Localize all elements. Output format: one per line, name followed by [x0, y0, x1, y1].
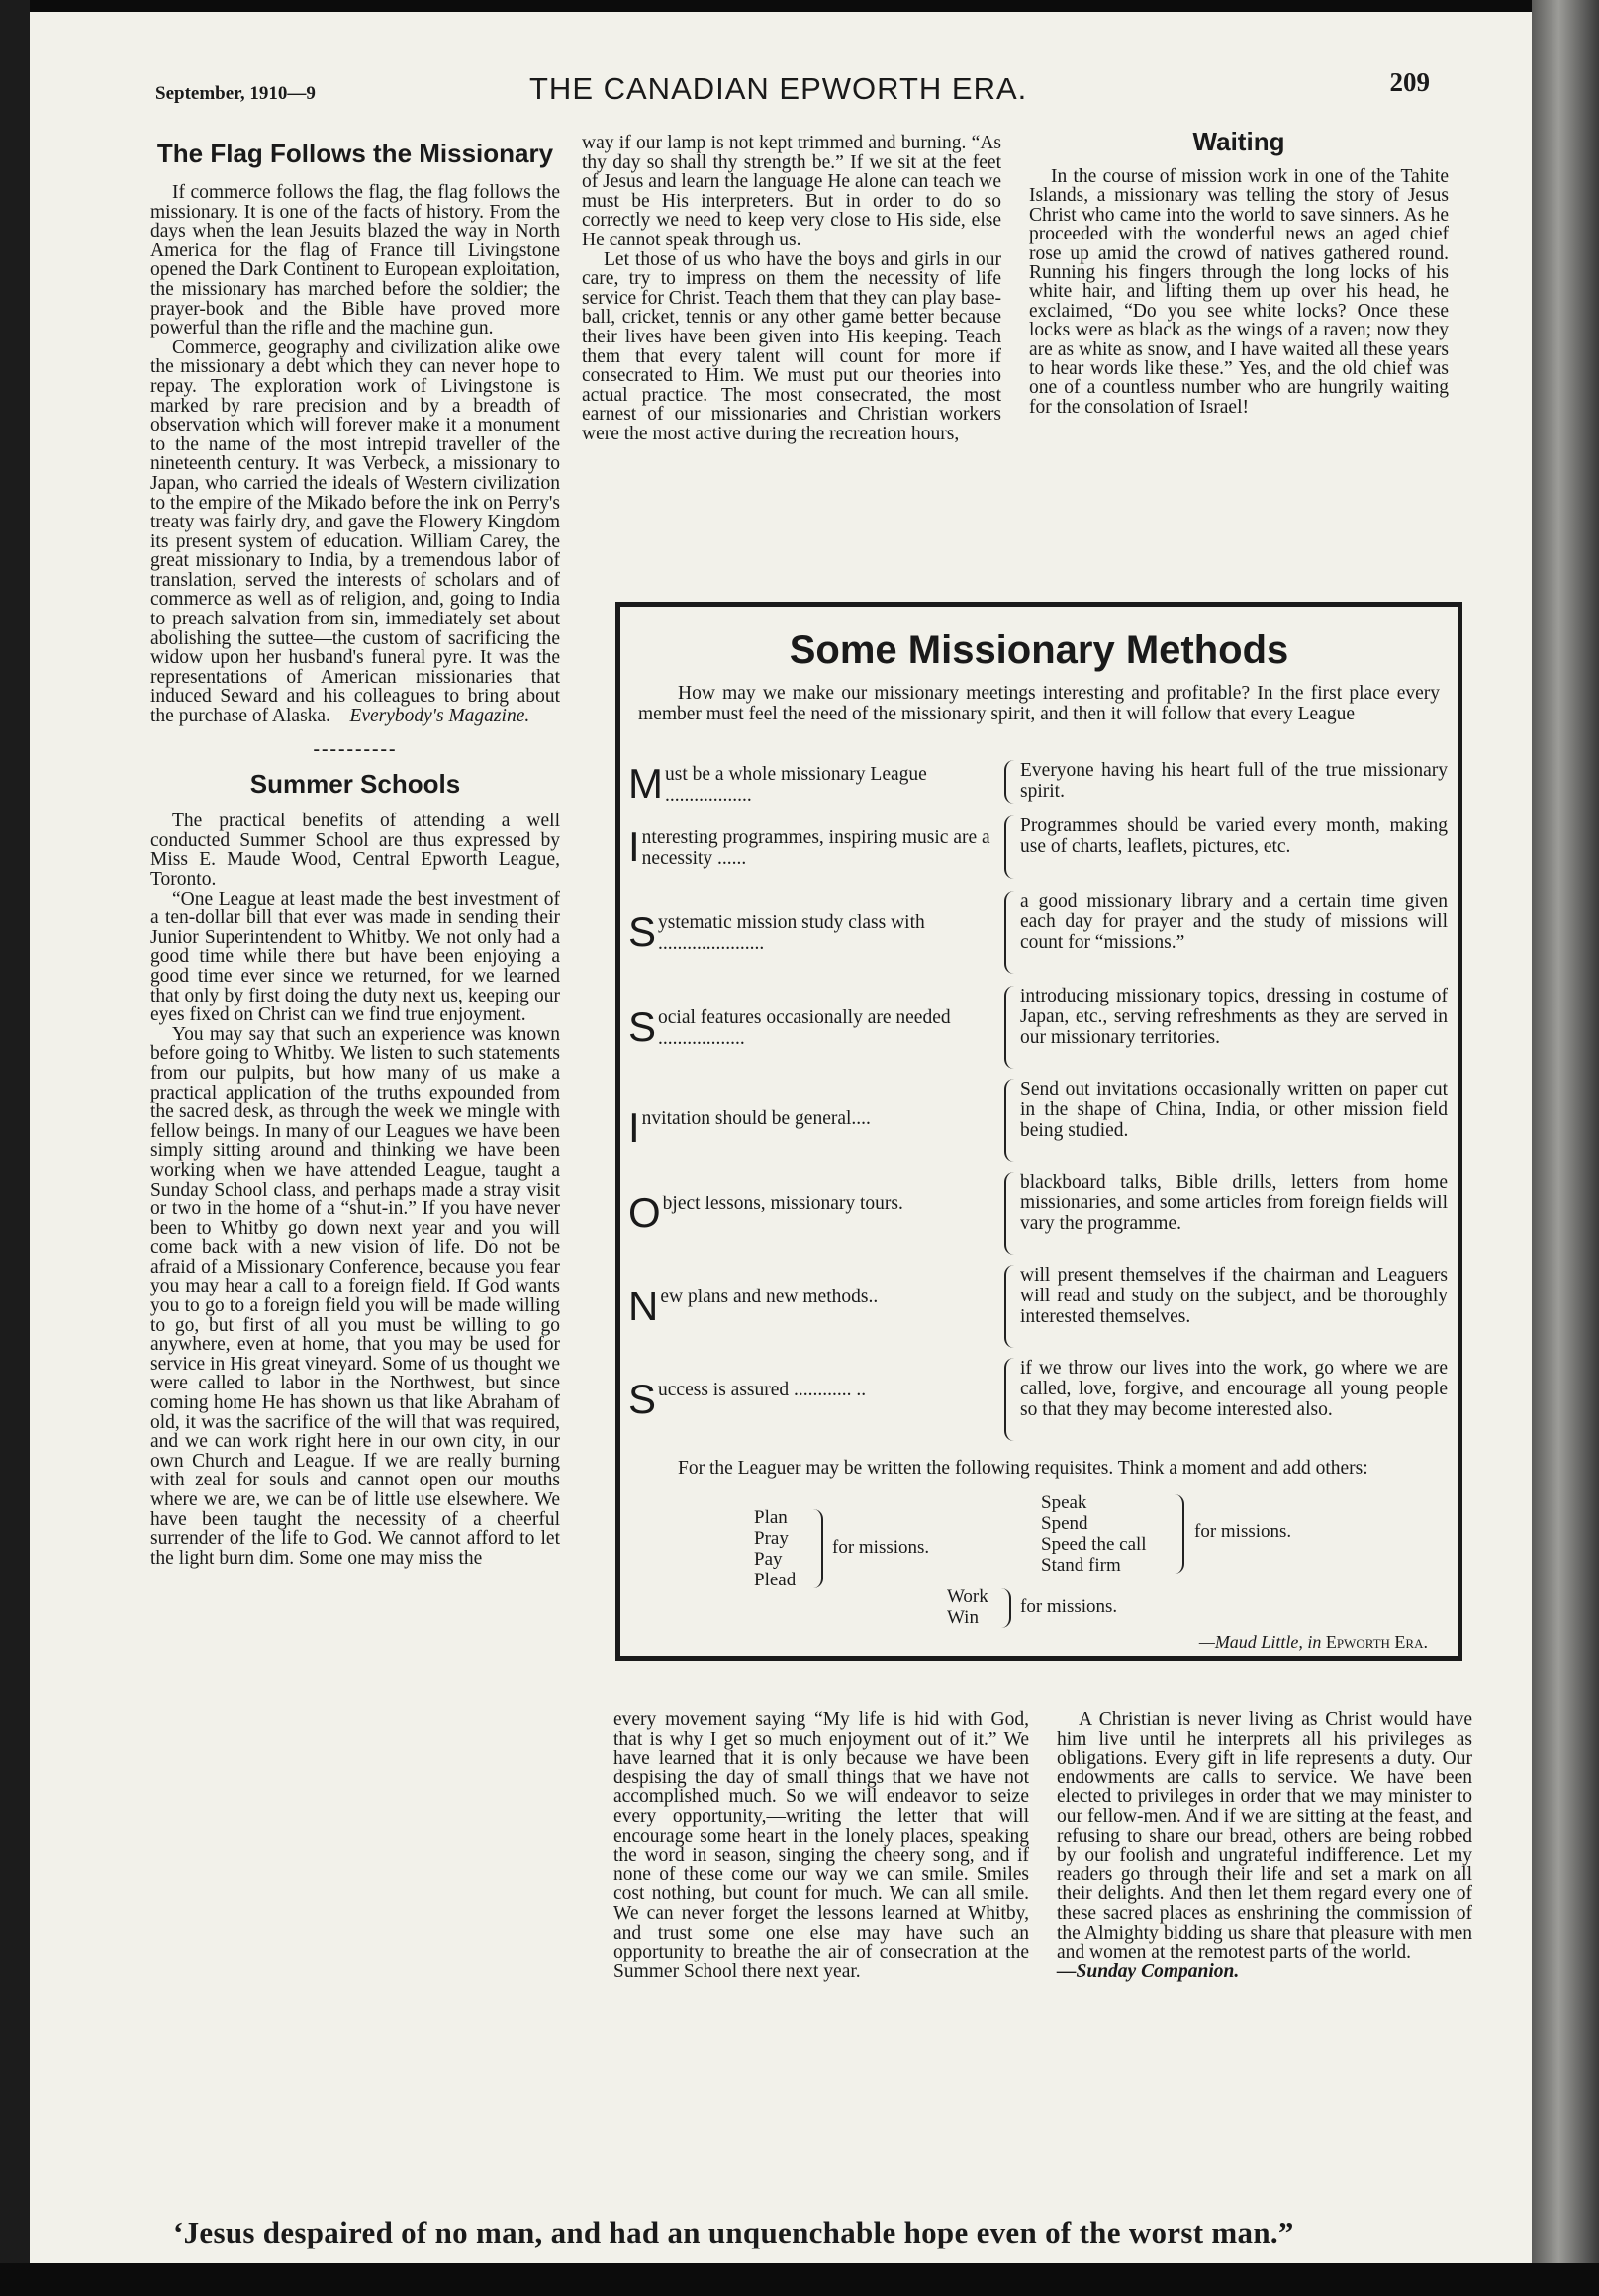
row-initial: M: [628, 760, 663, 807]
christian-paragraph-1: A Christian is never living as Christ would have him live until he interprets all his privileges as obligations. Every gift in life represents a duty. Our endowments are calls to service. We have been elected to privileges in order that we may minister to our fellow-men. And if we are sitting at the feast, and refusing to share our bread, others are being robbed by our foolish and ungrateful indifference. Let my readers go through their life and set a mark on all their delights. And then let them regard every one of these sacred places as enshrining the commission of the Almighty bidding us share that pleasure with men and women at the remotest parts of the world. —Sunday Companion.: [1057, 1709, 1472, 1982]
brace: [1175, 1494, 1184, 1574]
row-left-text: ew plans and new methods..: [660, 1287, 879, 1307]
for-missions-label: for missions.: [1020, 1596, 1118, 1617]
summer-cont-paragraph-1: way if our lamp is not kept trimmed and burning. “As thy day so shall thy strength be.” If we sit at the feet of Jesus and learn the language He alone can teach we must be His interpreters. But in order to do so correctly we need to keep very close to His side, else He cannot speak through us.: [582, 133, 1001, 250]
methods-credit: —Maud Little, in Epworth Era.: [1198, 1632, 1428, 1652]
column-middle-bottom: [613, 1710, 1029, 1981]
requisite-word: Speed the call: [1041, 1534, 1147, 1555]
issue-date: September, 1910—9: [155, 83, 316, 104]
requisite-word: Spend: [1041, 1513, 1088, 1534]
row-initial: I: [628, 823, 640, 870]
row-initial: S: [628, 1376, 657, 1422]
brace: [813, 1509, 823, 1588]
column-right-top: [1029, 127, 1449, 417]
requisite-word: Plan: [754, 1507, 788, 1528]
row-right-text: will present themselves if the chairman and Leaguers will read and study on the subject, and be thoroughly interested themselves.: [1020, 1265, 1448, 1327]
row-left-text: ust be a whole missionary League ..................: [665, 764, 927, 806]
section-divider: ----------: [313, 738, 398, 760]
publication-title: THE CANADIAN EPWORTH ERA.: [529, 71, 1028, 106]
summer-cont-paragraph-2: Let those of us who have the boys and girls in our care, try to impress on them the necessity of life service for Christ. Teach them that they can play base-ball, cricket, tennis or any other game better because their lives have been given into His keeping. Teach them that every talent will count for more if consecrated to Him. We must put our theories into actual practice. The most consecrated, the most earnest of our missionaries and Christian workers were the most active during the recreation hours,: [582, 248, 1001, 444]
requisite-word: Win: [947, 1607, 979, 1628]
waiting-paragraph-1: In the course of mission work in one of the Tahite Islands, a missionary was telling the story of Jesus Christ who came into the world to save sinners. As he proceeded with the wonderful news an aged chief rose up amid the crowd of natives gathered round. Running his fingers through the long locks of his white hair, and lifting them up over his head, he exclaimed, “Do you see white locks? Once these locks were as black as the wings of a raven; now they are as white as snow, and I have waited all these years to hear words like these.” Yes, and the old chief was one of a countless number who are hungrily waiting for the consolation of Israel!: [1029, 166, 1449, 418]
row-initial: N: [628, 1283, 659, 1329]
flag-source: Everybody's Magazine.: [349, 706, 530, 727]
christian-source: —Sunday Companion.: [1057, 1961, 1240, 1982]
brace: [1004, 760, 1018, 804]
brace: [1004, 1079, 1018, 1162]
row-initial: I: [628, 1104, 640, 1151]
for-missions-label: for missions.: [832, 1537, 930, 1558]
scan-bottom-border: [0, 2263, 1599, 2296]
brace: [1004, 815, 1018, 879]
row-initial: S: [628, 1004, 657, 1050]
flag-paragraph-1: If commerce follows the flag, the flag follows the missionary. It is one of the facts of history. From the days when the lean Jesuits blazed the way in North America for the flag of France till Livingstone opened the Dark Continent to European exploitation, the missionary has marched before the soldier; the prayer-book and the Bible have proved more powerful than the rifle and the machine gun.: [150, 182, 560, 339]
summer-paragraph-2: “One League at least made the best investment of a ten-dollar bill that ever was made in sending their Junior Superintendent to Whitby. We not only had a good time while there but have been enjoying a good time ever since we returned, for we learned that only by first doing the duty next us, keeping our eyes fixed on Christ can we find true enjoyment.: [150, 888, 560, 1026]
requisites-group-p: [754, 1507, 796, 1590]
requisite-word: Pray: [754, 1528, 789, 1549]
summer-paragraph-1: The practical benefits of attending a well conducted Summer School are thus expressed by Miss E. Maude Wood, Central Epworth League, Toronto.: [150, 811, 560, 890]
methods-intro: How may we make our missionary meetings interesting and profitable? In the first place every member must feel the need of the missionary spirit, and then it will follow that every League: [638, 683, 1440, 724]
requisite-word: Plead: [754, 1570, 797, 1590]
flag-paragraph-2: Commerce, geography and civilization alike owe the missionary a debt which they can never hope to repay. The exploration work of Livingstone is marked by rare precision and by a breadth of observation which will forever make it a monument to the name of the most intrepid traveller of the nineteenth century. It was Verbeck, a missionary to Japan, who carried the ideals of Western civilization to the empire of the Mikado before the ink on Perry's treaty was fairly dry, and gave the Flowery Kingdom its present system of education. William Carey, the great missionary to India, by a tremendous labor of translation, served the interests of scholars and of commerce as well as of religion, and, going to India to preach salvation from sin, immediately set about abolishing the suttee—the custom of sacrificing the widow upon her husband's funeral pyre. It was the representations of American missionaries that induced Seward and his colleagues to bring about the purchase of Alaska.—Everybody's Magazine.: [150, 336, 560, 727]
row-left-text: ystematic mission study class with ......................: [658, 912, 925, 954]
brace: [1004, 986, 1018, 1069]
row-initial: O: [628, 1190, 661, 1236]
requisite-word: Pay: [754, 1549, 783, 1570]
row-right-text: Programmes should be varied every month, making use of charts, leaflets, pictures, etc.: [1020, 815, 1448, 857]
requisite-word: Work: [947, 1586, 988, 1607]
brace: [1004, 1358, 1018, 1441]
summer-paragraph-3: You may say that such an experience was known before going to Whitby. We listen to such statements from our pulpits, but how many of us make a practical application of the truths expounded from the sacred desk, as through the week we mingle with fellow beings. In many of our Leagues we have been simply sitting around and thinking we have been working when we have attended League, taught a Sunday School class, and perhaps made a stray visit or two in the home of a “shut-in.” If you have never been to Whitby go down next year and you will come back with a new vision of life. Do not be afraid of a Missionary Conference, because you fear you may hear a call to a foreign field. If God wants you to go to a foreign field you will be made willing to go, but first of all you must be willing to go anywhere, even at home, that you may be used for service in His great vineyard. Some of us thought we were called to labor in the Northwest, but since coming home He has shown us that like Abraham of old, it was the sacrifice of the will that was required, and we can work right here in our own city, in our own Church and League. If we are really burning with zeal for souls and cannot open our mouths where we are, we can be of little use elsewhere. We have been taught the necessity of a cheerful surrender of the life to God. We cannot afford to let the light burn dim. Some one may miss the: [150, 1023, 560, 1569]
column-middle-top: [582, 134, 1001, 444]
row-right-text: Send out invitations occasionally written on paper cut in the shape of China, India, or other mission field being studied.: [1020, 1079, 1448, 1141]
column-right-bottom: [1057, 1710, 1472, 1981]
row-right-text: a good missionary library and a certain time given each day for prayer and the study of missions will count for “missions.”: [1020, 891, 1448, 953]
row-left-text: bject lessons, missionary tours.: [662, 1194, 903, 1214]
article-title-flag: The Flag Follows the Missionary: [156, 139, 554, 168]
row-initial: S: [628, 909, 657, 955]
summer-cont-paragraph-3: every movement saying “My life is hid with God, that is why I get so much enjoyment out of it.” We have learned that it is only because we have been despising the day of small things that we have not accomplished much. So we will endeavor to seize every opportunity,—writing the letter that will encourage some heart in the lonely places, speaking the word in season, singing the cheery song, and if none of these come our way we can smile. Smiles cost nothing, but count for much. We can all smile. We can never forget the lessons learned at Whitby, and trust some one else may have such an opportunity to breathe the air of consecration at the Summer School there next year.: [613, 1709, 1029, 1982]
scan-right-border: [1532, 0, 1599, 2296]
brace: [1001, 1588, 1011, 1628]
methods-title: Some Missionary Methods: [789, 628, 1289, 672]
row-left-text: nvitation should be general....: [641, 1108, 871, 1129]
requisites-group-w: [947, 1586, 988, 1628]
requisites-intro: For the Leaguer may be written the following requisites. Think a moment and add others:: [678, 1458, 1368, 1479]
page-number: 209: [1389, 67, 1430, 97]
requisite-word: Speak: [1041, 1492, 1087, 1513]
row-right-text: blackboard talks, Bible drills, letters from home missionaries, and some articles from foreign fields will vary the programme.: [1020, 1172, 1448, 1234]
brace: [1004, 1265, 1018, 1348]
footer-quote: ‘Jesus despaired of no man, and had an unquenchable hope even of the worst man.”: [173, 2215, 1294, 2249]
column-left: [150, 139, 560, 1568]
row-right-text: introducing missionary topics, dressing in costume of Japan, etc., serving refreshments as they are served in our missionary territories.: [1020, 986, 1448, 1048]
requisites-group-s: [1041, 1492, 1147, 1576]
brace: [1004, 891, 1018, 974]
for-missions-label: for missions.: [1194, 1521, 1292, 1542]
requisite-word: Stand firm: [1041, 1555, 1121, 1576]
page-header: [124, 67, 1430, 111]
row-left-text: ocial features occasionally are needed ..................: [658, 1007, 951, 1049]
row-right-text: if we throw our lives into the work, go where we are called, love, forgive, and encourage all young people so that they may become interested also.: [1020, 1358, 1448, 1420]
article-title-summer-schools: Summer Schools: [249, 769, 461, 800]
scan-left-border: [0, 0, 30, 2296]
row-left-text: uccess is assured ............ ..: [658, 1380, 867, 1400]
brace: [1004, 1172, 1018, 1255]
row-right-text: Everyone having his heart full of the true missionary spirit.: [1020, 760, 1448, 802]
row-left-text: nteresting programmes, inspiring music are a necessity ......: [641, 827, 990, 869]
missionary-methods-box: [615, 602, 1462, 1661]
article-title-waiting: Waiting: [1192, 127, 1285, 156]
